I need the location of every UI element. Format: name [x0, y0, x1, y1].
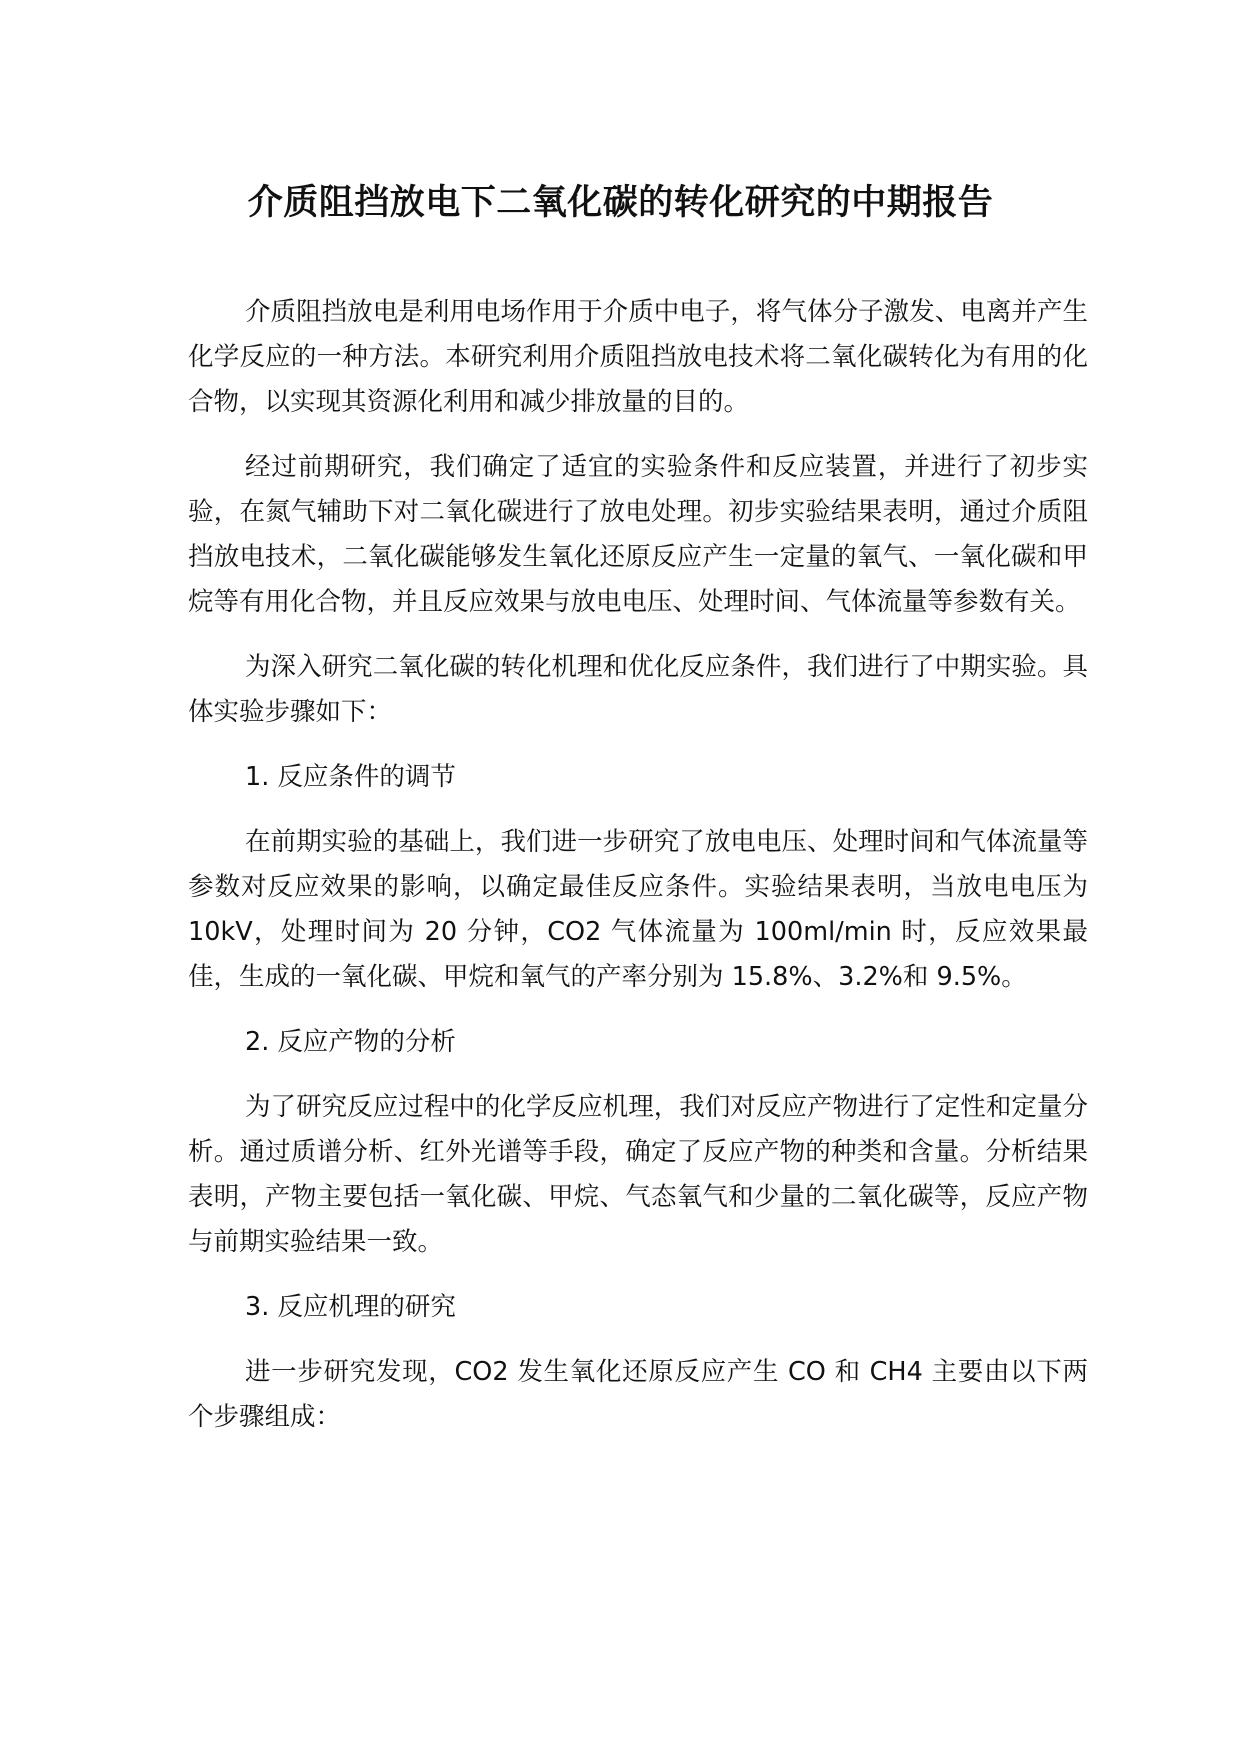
section-heading-reaction-conditions: 1. 反应条件的调节 [245, 762, 456, 792]
document-title: 介质阻挡放电下二氧化碳的转化研究的中期报告 [247, 183, 994, 223]
paragraph-product-analysis: 为了研究反应过程中的化学反应机理，我们对反应产物进行了定性和定量分析。通过质谱分析、红外光谱等手段，确定了反应产物的种类和含量。分析结果表明，产物主要包括一氧化碳、甲烷、气态氧气和少量的二氧化碳等，反应产物与前期实验结果一致。 [188, 1092, 1088, 1257]
section-heading-reaction-mechanism: 3. 反应机理的研究 [245, 1292, 456, 1322]
paragraph-reaction-conditions: 在前期实验的基础上，我们进一步研究了放电电压、处理时间和气体流量等参数对反应效果的影响，以确定最佳反应条件。实验结果表明，当放电电压为 10kV，处理时间为 20 分钟，CO2 气体流量为 100ml/min 时，反应效果最佳，生成的一氧化碳、甲烷和氧气的产率分别为 15.8%、3.2%和 9.5%。 [188, 827, 1088, 992]
paragraph-reaction-mechanism: 进一步研究发现，CO2 发生氧化还原反应产生 CO 和 CH4 主要由以下两个步骤组成： [188, 1357, 1088, 1432]
paragraph-intro: 介质阻挡放电是利用电场作用于介质中电子，将气体分子激发、电离并产生化学反应的一种方法。本研究利用介质阻挡放电技术将二氧化碳转化为有用的化合物，以实现其资源化利用和减少排放量的目的。 [188, 297, 1088, 417]
document-body [188, 290, 1088, 1460]
section-heading-product-analysis: 2. 反应产物的分析 [245, 1027, 456, 1057]
paragraph-preliminary-results: 经过前期研究，我们确定了适宜的实验条件和反应装置，并进行了初步实验，在氮气辅助下对二氧化碳进行了放电处理。初步实验结果表明，通过介质阻挡放电技术，二氧化碳能够发生氧化还原反应产生一定量的氧气、一氧化碳和甲烷等有用化合物，并且反应效果与放电电压、处理时间、气体流量等参数有关。 [188, 452, 1088, 617]
paragraph-midterm-experiment: 为深入研究二氧化碳的转化机理和优化反应条件，我们进行了中期实验。具体实验步骤如下： [188, 652, 1088, 727]
